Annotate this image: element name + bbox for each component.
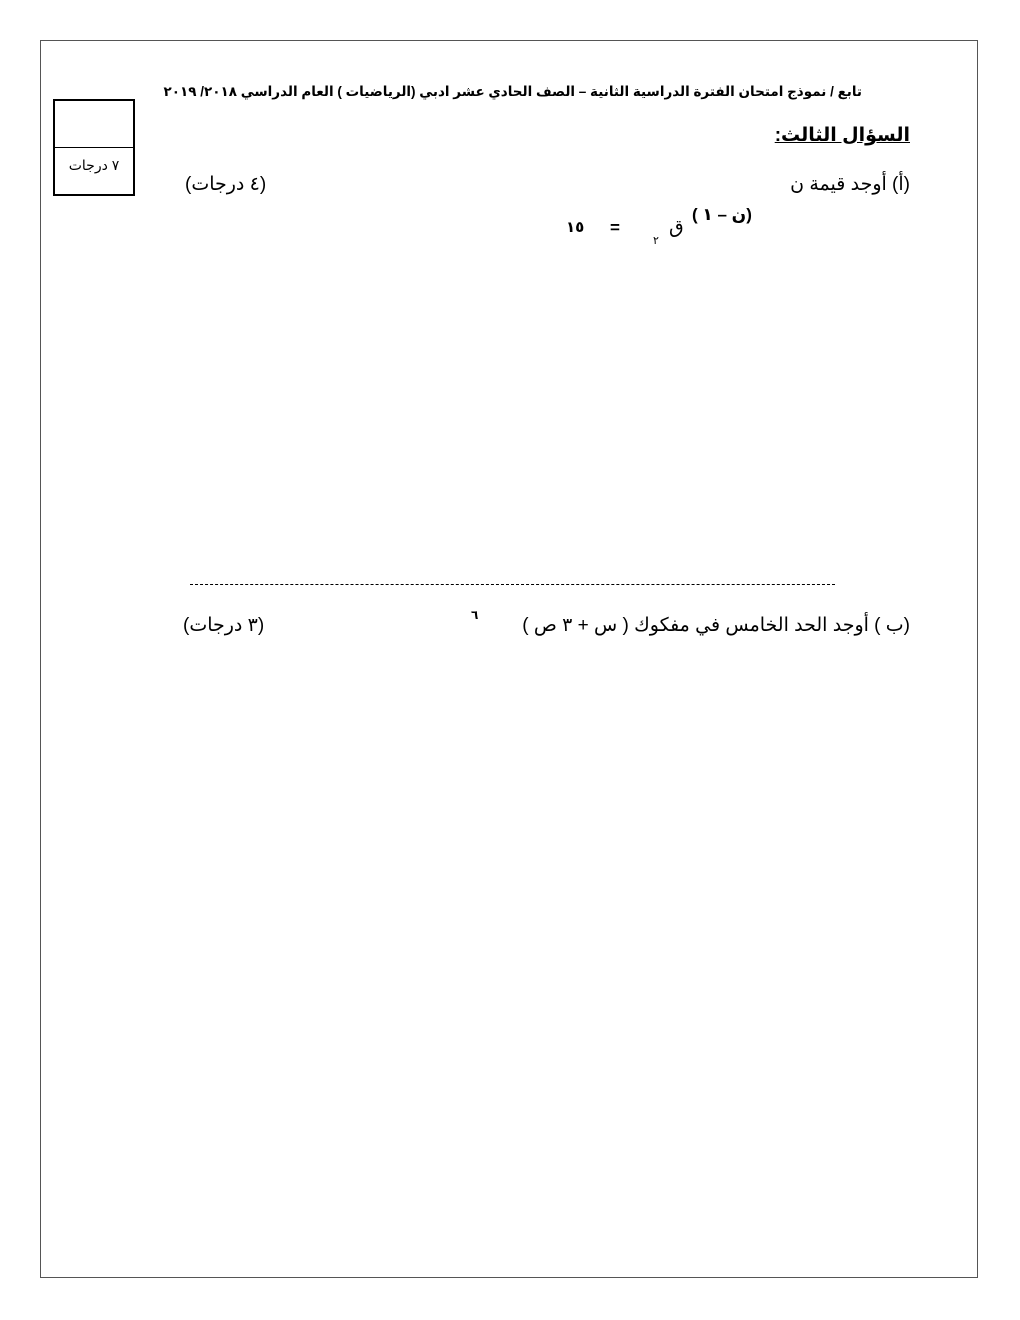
equation-superscript: (ن – ١ ) — [692, 205, 752, 224]
part-a-prompt: (أ) أوجد قيمة ن — [790, 174, 910, 195]
score-box — [53, 99, 135, 196]
question-title: السؤال الثالث: — [774, 125, 910, 146]
part-b-marks: (٣ درجات) — [183, 615, 265, 636]
equation-symbol: ق — [669, 217, 684, 238]
answer-separator — [190, 584, 835, 585]
equation-subscript: ٢ — [653, 235, 659, 247]
part-b-exponent: ٦ — [471, 608, 479, 622]
score-box-label: ٧ درجات — [68, 157, 120, 173]
equation-value: ١٥ — [566, 219, 585, 236]
equation-equals-sign: = — [610, 218, 620, 237]
part-a-marks: (٤ درجات) — [185, 174, 267, 195]
page-border — [40, 40, 978, 1278]
score-box-divider — [55, 147, 133, 148]
part-b-prompt: (ب ) أوجد الحد الخامس في مفكوك ( س + ٣ ص ) — [522, 615, 910, 636]
exam-header: تابع / نموذج امتحان الفترة الدراسية الثانية – الصف الحادي عشر ادبي (الرياضيات ) العام الدراسي ٢٠١٨/ ٢٠١٩ — [163, 84, 862, 99]
